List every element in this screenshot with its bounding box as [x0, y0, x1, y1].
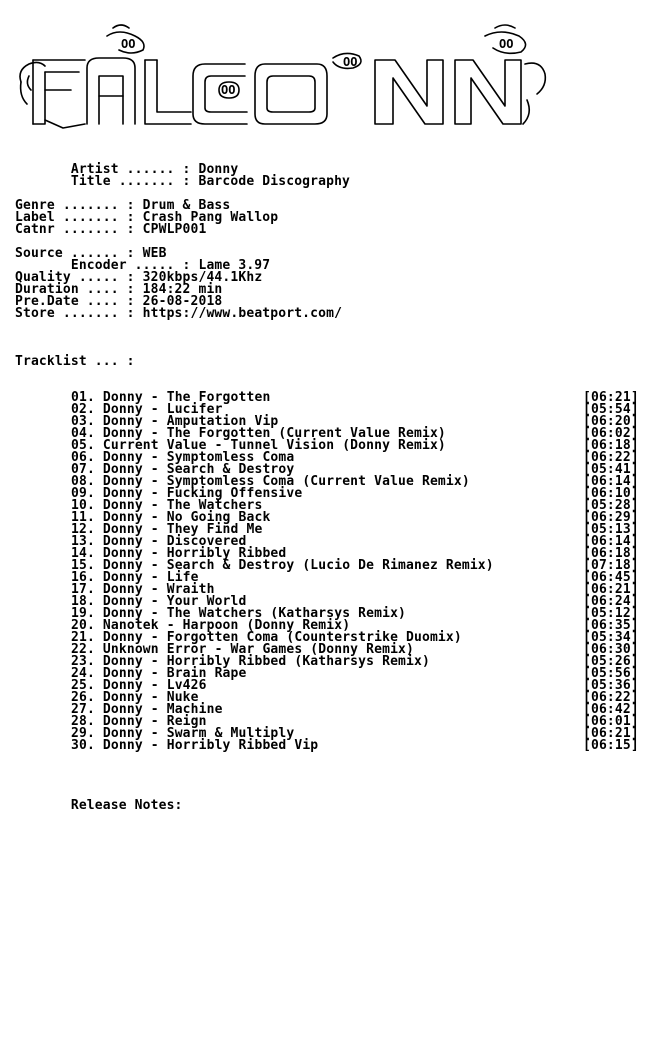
track-title: 13. Donny - Discovered — [71, 534, 247, 549]
track-duration: [06:15] — [583, 738, 639, 753]
track-title: 27. Donny - Machine — [71, 702, 223, 717]
track-duration: [06:18] — [583, 438, 639, 453]
quality-label: Quality ..... : — [15, 270, 143, 285]
genre-value: Drum & Bass — [142, 198, 231, 213]
track-duration: [06:14] — [583, 474, 639, 489]
track-duration: [06:14] — [583, 534, 639, 549]
duration-label: Duration .... : — [15, 282, 143, 297]
encoder-label: Encoder ..... : — [15, 258, 199, 273]
track-title: 29. Donny - Swarm & Multiply — [71, 726, 295, 741]
predate-label: Pre.Date .... : — [15, 294, 143, 309]
release-notes-label: Release Notes: — [70, 798, 183, 813]
track-duration: [05:41] — [583, 462, 639, 477]
track-duration: [06:02] — [583, 426, 639, 441]
track-title: 26. Donny - Nuke — [71, 690, 199, 705]
track-duration: [06:21] — [583, 582, 639, 597]
track-title: 05. Current Value - Tunnel Vision (Donny Remix) — [71, 438, 446, 453]
track-duration: [05:54] — [583, 402, 639, 417]
track-duration: [06:24] — [583, 594, 639, 609]
track-title: 19. Donny - The Watchers (Katharsys Remix) — [71, 606, 407, 621]
quality-value: 320kbps/44.1Khz — [142, 270, 263, 285]
track-title: 04. Donny - The Forgotten (Current Value Remix) — [71, 426, 446, 441]
track-title: 14. Donny - Horribly Ribbed — [71, 546, 287, 561]
track-title: 16. Donny - Life — [71, 570, 199, 585]
track-duration: [05:26] — [583, 654, 639, 669]
track-duration: [05:34] — [583, 630, 639, 645]
artist-label: Artist ...... : — [15, 162, 199, 177]
track-title: 28. Donny - Reign — [71, 714, 207, 729]
encoder-value: Lame 3.97 — [198, 258, 271, 273]
track-title: 11. Donny - No Going Back — [71, 510, 271, 525]
track-title: 15. Donny - Search & Destroy (Lucio De Rimanez Remix) — [71, 558, 494, 573]
store-line — [15, 308, 645, 320]
release-notes-heading — [15, 800, 645, 812]
track-title: 07. Donny - Search & Destroy — [71, 462, 295, 477]
track-duration: [06:01] — [583, 714, 639, 729]
track-title: 20. Nanotek - Harpoon (Donny Remix) — [71, 618, 351, 633]
catnr-value: CPWLP001 — [142, 222, 207, 237]
svg-text:OO: OO — [499, 37, 514, 51]
track-title: 22. Unknown Error - War Games (Donny Remix) — [71, 642, 414, 657]
svg-text:OO: OO — [343, 55, 358, 69]
track-duration: [05:12] — [583, 606, 639, 621]
artist-value: Donny — [198, 162, 239, 177]
store-label: Store ....... : — [15, 306, 143, 321]
track-title: 01. Donny - The Forgotten — [71, 390, 271, 405]
track-duration: [06:22] — [583, 450, 639, 465]
genre-label: Genre ....... : — [15, 198, 143, 213]
track-duration: [06:35] — [583, 618, 639, 633]
label-label: Label ....... : — [15, 210, 143, 225]
track-title: 18. Donny - Your World — [71, 594, 247, 609]
catnr-line — [15, 224, 645, 236]
store-link[interactable]: https://www.beatport.com/ — [142, 306, 343, 321]
track-duration: [06:42] — [583, 702, 639, 717]
track-duration: [06:30] — [583, 642, 639, 657]
track-duration: [06:21] — [583, 726, 639, 741]
track-duration: [06:10] — [583, 486, 639, 501]
track-title: 23. Donny - Horribly Ribbed (Katharsys Remix) — [71, 654, 430, 669]
track-duration: [07:18] — [583, 558, 639, 573]
track-title: 10. Donny - The Watchers — [71, 498, 263, 513]
duration-value: 184:22 min — [142, 282, 223, 297]
catnr-label: Catnr ....... : — [15, 222, 143, 237]
track-title: 30. Donny - Horribly Ribbed Vip — [71, 738, 319, 753]
track-title: 08. Donny - Symptomless Coma (Current Value Remix) — [71, 474, 470, 489]
track-title: 06. Donny - Symptomless Coma — [71, 450, 295, 465]
nfo-text — [15, 20, 645, 812]
track-duration: [05:36] — [583, 678, 639, 693]
source-value: WEB — [142, 246, 167, 261]
track-duration: [06:18] — [583, 546, 639, 561]
tracklist — [15, 392, 645, 752]
track-title: 25. Donny - Lv426 — [71, 678, 207, 693]
svg-text:OO: OO — [121, 37, 136, 51]
tracklist-heading: Tracklist ... : — [15, 354, 135, 369]
track-duration: [05:56] — [583, 666, 639, 681]
track-duration: [05:28] — [583, 498, 639, 513]
title-label: Title ....... : — [15, 174, 199, 189]
label-value: Crash Pang Wallop — [142, 210, 279, 225]
track-title: 03. Donny - Amputation Vip — [71, 414, 279, 429]
track-title: 17. Donny - Wraith — [71, 582, 215, 597]
track-title: 24. Donny - Brain Rape — [71, 666, 247, 681]
track-title: 02. Donny - Lucifer — [71, 402, 223, 417]
track-duration: [06:29] — [583, 510, 639, 525]
track-duration: [06:22] — [583, 690, 639, 705]
title-value: Barcode Discography — [198, 174, 351, 189]
source-label: Source ...... : — [15, 246, 143, 261]
title-line — [15, 176, 645, 188]
track-duration: [06:20] — [583, 414, 639, 429]
track-title: 12. Donny - They Find Me — [71, 522, 263, 537]
track-duration: [06:45] — [583, 570, 639, 585]
track-title: 09. Donny - Fucking Offensive — [71, 486, 303, 501]
track-duration: [06:21] — [583, 390, 639, 405]
track-duration: [05:13] — [583, 522, 639, 537]
track-title: 21. Donny - Forgotten Coma (Counterstrike Duomix) — [71, 630, 462, 645]
track-row — [15, 740, 645, 752]
predate-value: 26-08-2018 — [142, 294, 223, 309]
svg-text:OO: OO — [221, 83, 236, 97]
